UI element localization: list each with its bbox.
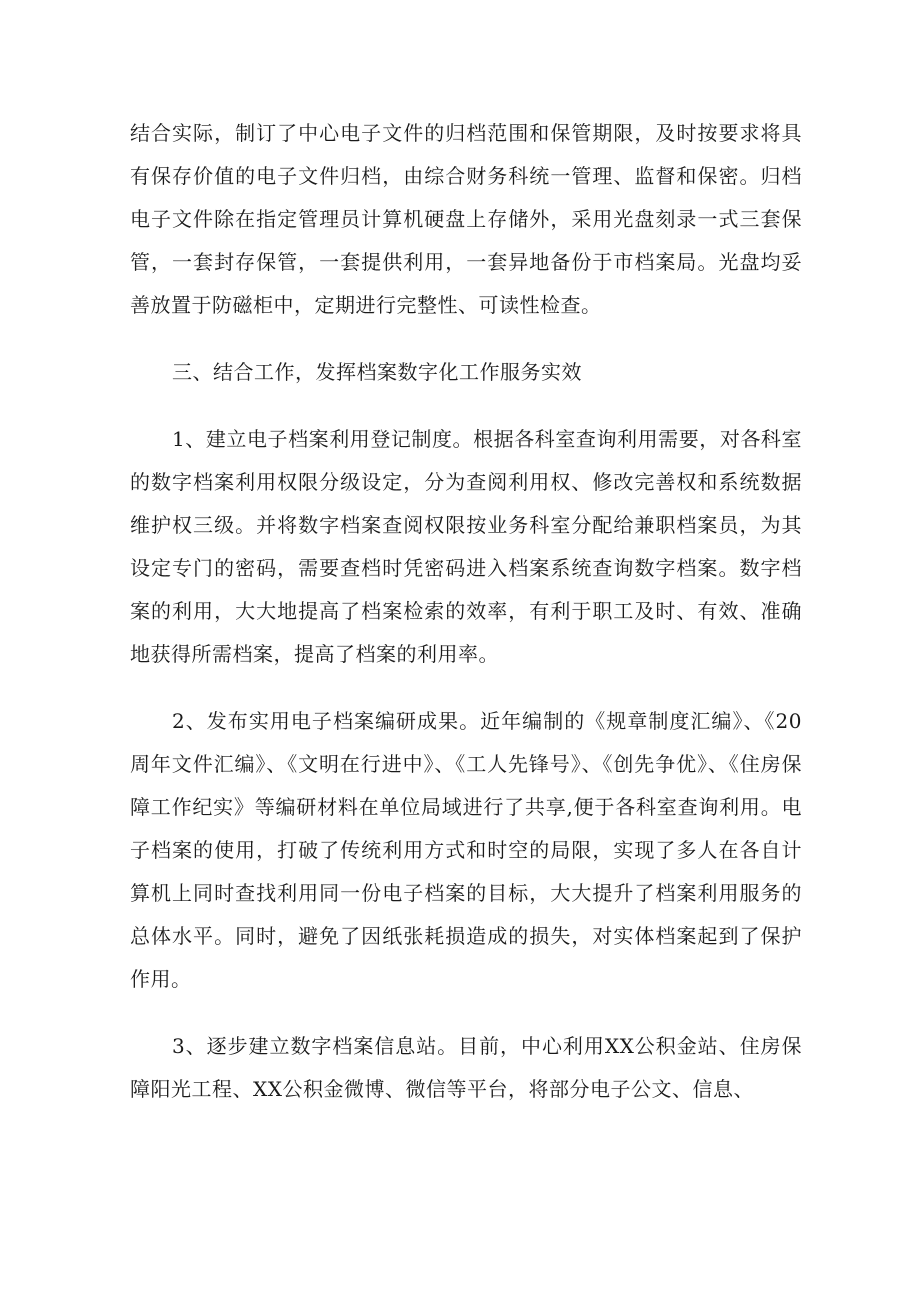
paragraph-item-2: 2、发布实用电子档案编研成果。近年编制的《规章制度汇编》、《20周年文件汇编》、《文明在行进中》、《工人先锋号》、《创先争优》、《住房保障工作纪实》等编研材料在单位局域进行了共享,便于各科室查询利用。电子档案的使用，打破了传统利用方式和时空的局限，实现了多人在各自计算机上同时查找利用同一份电子档案的目标，大大提升了档案利用服务的总体水平。同时，避免了因纸张耗损造成的损失，对实体档案起到了保护作用。 xyxy=(130,709,802,991)
document-body xyxy=(130,112,802,1111)
paragraph-item-1: 1、建立电子档案利用登记制度。根据各科室查询利用需要，对各科室的数字档案利用权限分级设定，分为查阅利用权、修改完善权和系统数据维护权三级。并将数字档案查阅权限按业务科室分配给兼职档案员，为其设定专门的密码，需要查档时凭密码进入档案系统查询数字档案。数字档案的利用，大大地提高了档案检索的效率，有利于职工及时、有效、准确地获得所需档案，提高了档案的利用率。 xyxy=(130,427,802,666)
paragraph-item-3: 3、逐步建立数字档案信息站。目前，中心利用XX公积金站、住房保障阳光工程、XX公积金微博、微信等平台，将部分电子公文、信息、 xyxy=(130,1034,802,1101)
section-heading-3: 三、结合工作，发挥档案数字化工作服务实效 xyxy=(172,360,582,384)
paragraph-archiving-scope: 结合实际，制订了中心电子文件的归档范围和保管期限，及时按要求将具有保存价值的电子文件归档，由综合财务科统一管理、监督和保密。归档电子文件除在指定管理员计算机硬盘上存储外，采用光盘刻录一式三套保管，一套封存保管，一套提供利用，一套异地备份于市档案局。光盘均妥善放置于防磁柜中，定期进行完整性、可读性检查。 xyxy=(130,121,802,317)
